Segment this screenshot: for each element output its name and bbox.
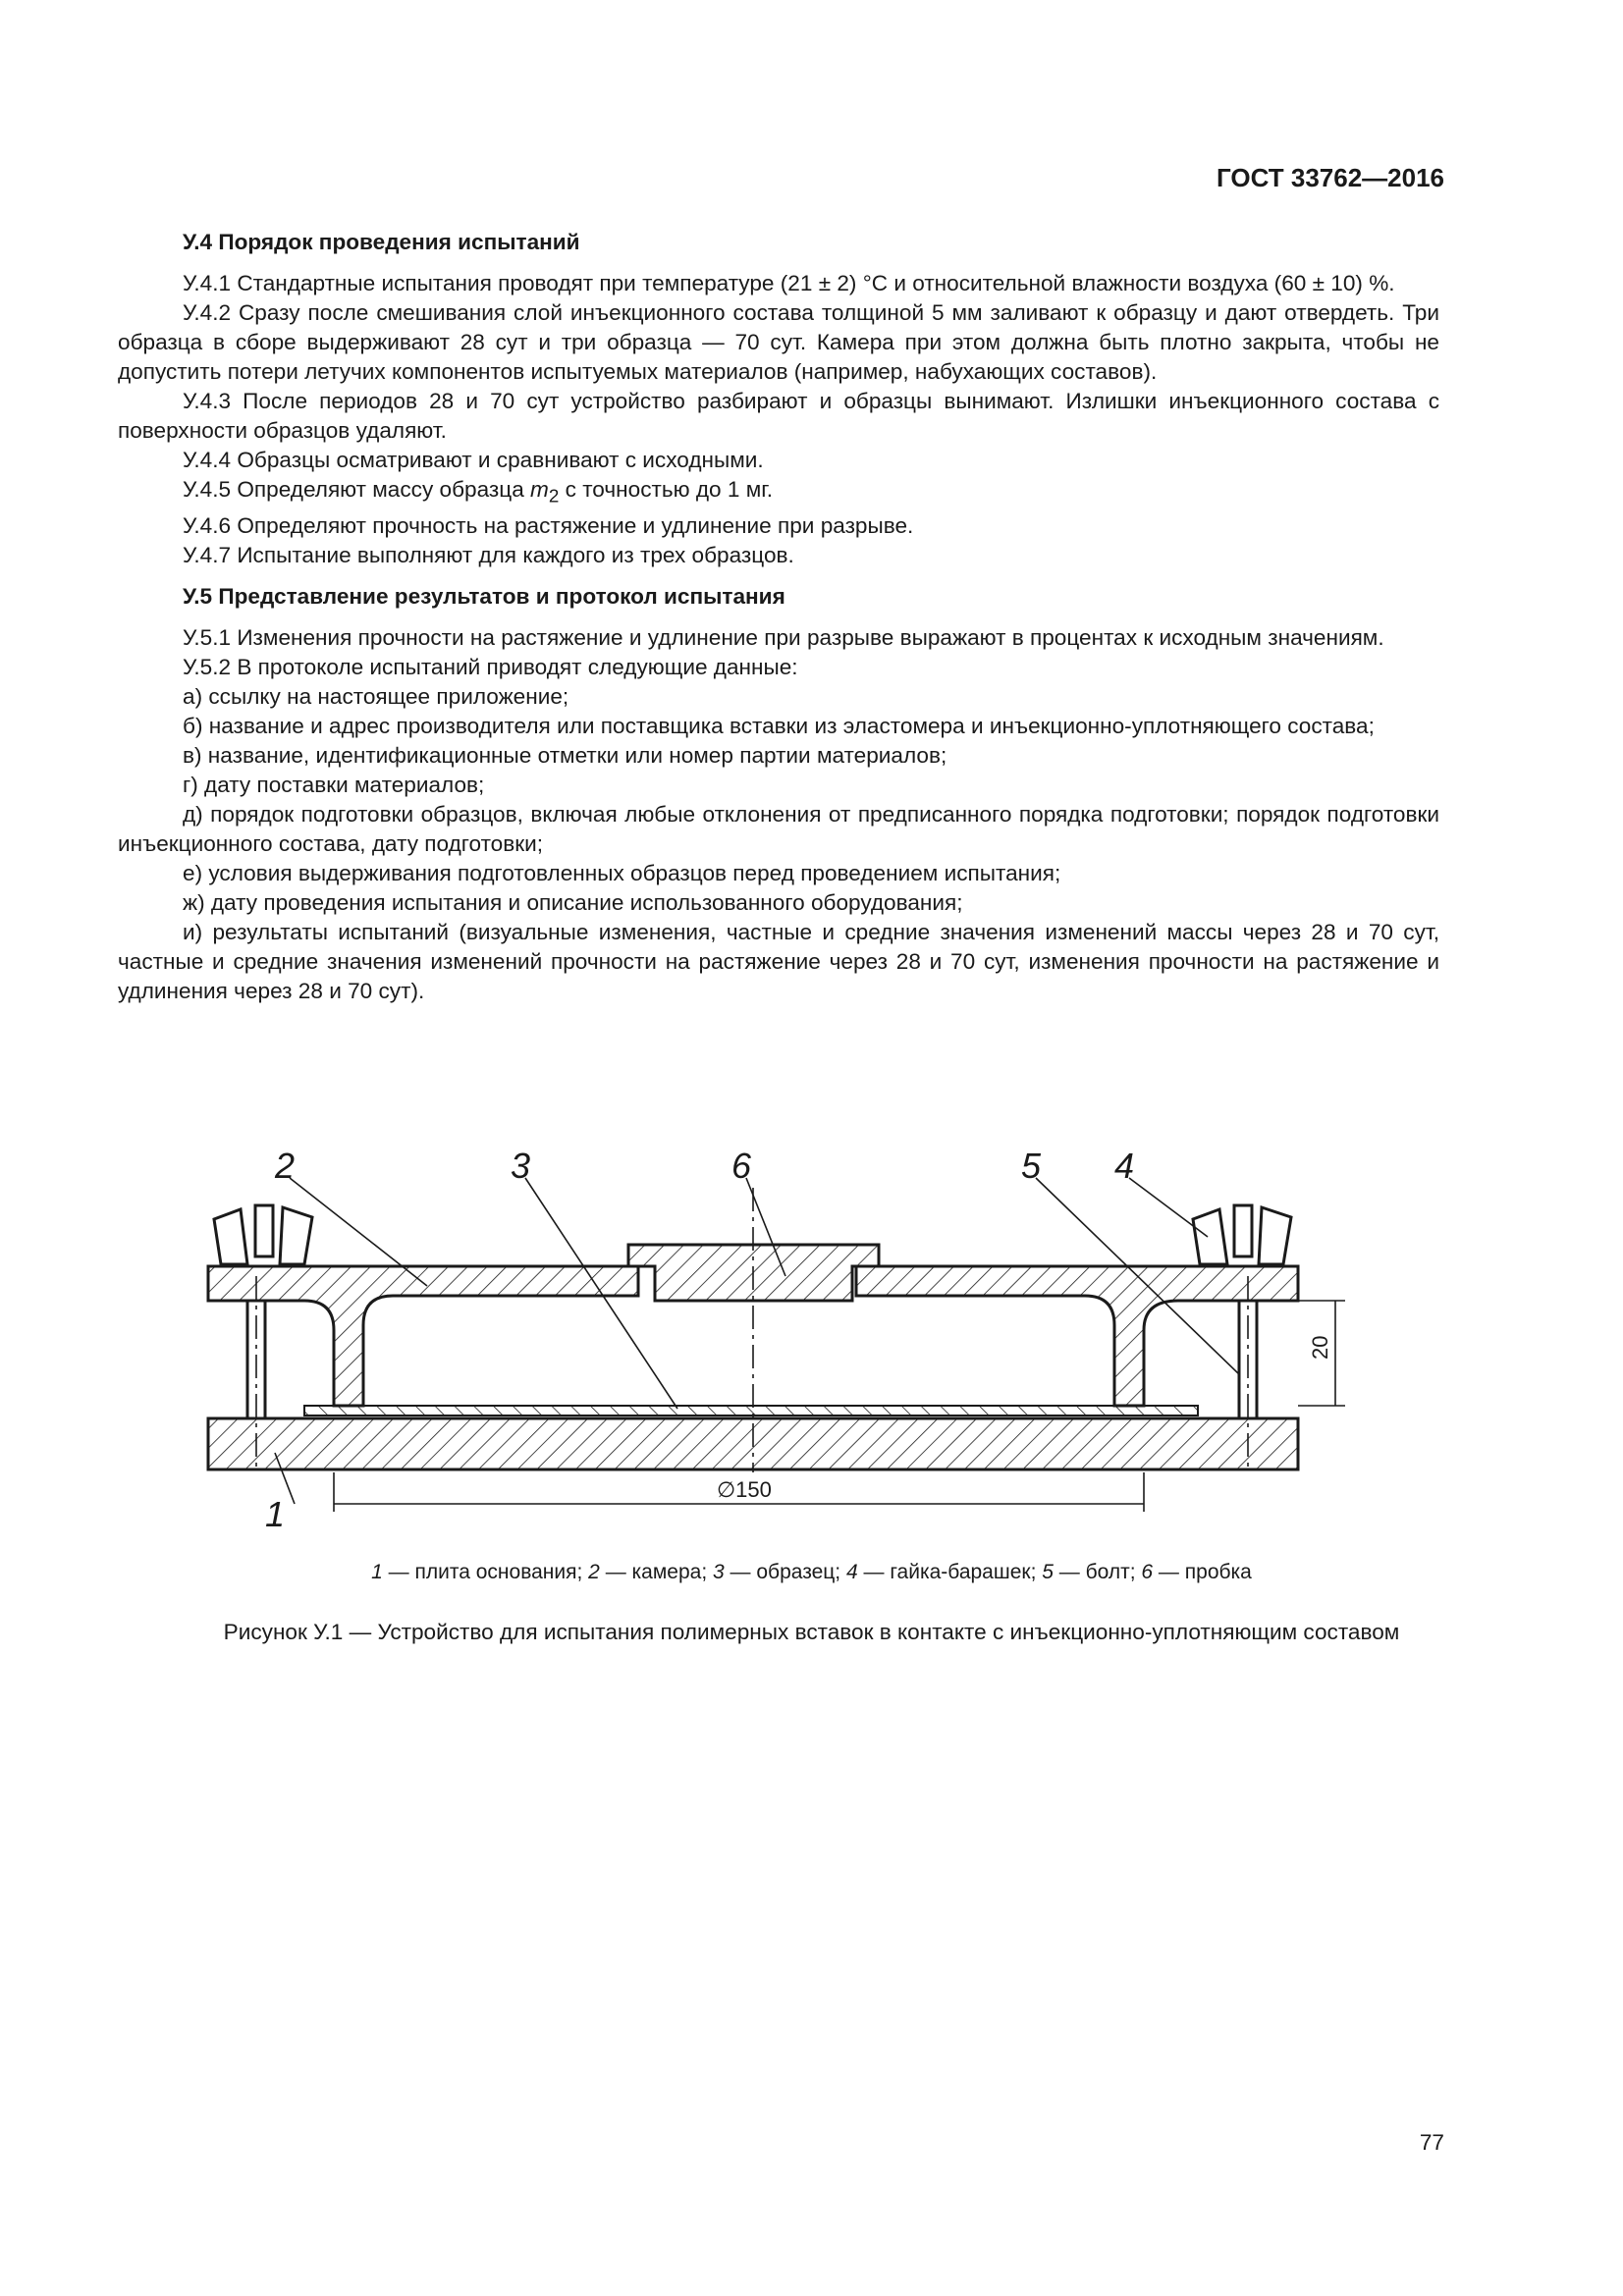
paragraph: и) результаты испытаний (визуальные изменения, частные и средние значения изменений массы через 28 и 70 сут, частные и средние значения изменений прочности на растяжение через 28 и 70 сут, изменения прочности на растяжение и удлинения через 28 и 70 сут). — [118, 919, 1439, 1003]
paragraph: е) условия выдерживания подготовленных образцов перед проведением испытания; — [183, 860, 1061, 885]
figure-caption: Рисунок У.1 — Устройство для испытания полимерных вставок в контакте с инъекционно-уплотняющим составом — [223, 1620, 1400, 1644]
page-header: ГОСТ 33762—2016 — [1217, 163, 1444, 192]
legend-number: 2 — [588, 1561, 600, 1583]
legend-number: 6 — [1141, 1561, 1154, 1583]
callout-4: 4 — [1114, 1146, 1135, 1186]
callout-1: 1 — [265, 1494, 286, 1534]
wing-nut-left — [214, 1205, 312, 1264]
legend-number: 4 — [845, 1561, 858, 1583]
section-heading: У.4 Порядок проведения испытаний — [183, 230, 580, 254]
paragraph: У.4.4 Образцы осматривают и сравнивают с исходными. — [183, 448, 764, 472]
paragraph: а) ссылку на настоящее приложение; — [183, 683, 569, 709]
diameter-label: ∅150 — [717, 1477, 772, 1502]
legend-text: — гайка-барашек; — [857, 1561, 1043, 1583]
paragraph: У.4.7 Испытание выполняют для каждого из трех образцов. — [183, 542, 794, 567]
legend-text: — плита основания; — [382, 1561, 589, 1583]
paragraph: У.5.2 В протоколе испытаний приводят следующие данные: — [183, 654, 798, 679]
paragraph: У.4.1 Стандартные испытания проводят при температуре (21 ± 2) °С и относительной влажности воздуха (60 ± 10) %. — [183, 271, 1395, 295]
paragraph: У.4.3 После периодов 28 и 70 сут устройство разбирают и образцы вынимают. Излишки инъекционного состава с поверхности образцов удаляют. — [118, 389, 1439, 443]
document-body — [118, 228, 1439, 1006]
section-heading: У.5 Представление результатов и протокол испытания — [183, 583, 785, 609]
sample-strip — [304, 1406, 1198, 1415]
paragraph — [118, 475, 1439, 511]
wing-nut-right — [1193, 1205, 1291, 1264]
page-number: 77 — [1419, 2130, 1444, 2155]
paragraph: У.5.1 Изменения прочности на растяжение и удлинение при разрыве выражают в процентах к исходным значениям. — [183, 624, 1384, 650]
paragraph-text: с точностью до 1 мг. — [559, 477, 773, 502]
legend-number: 1 — [371, 1561, 383, 1583]
callout-2: 2 — [275, 1146, 296, 1186]
height-label: 20 — [1308, 1335, 1332, 1360]
paragraph-text: У.4.5 Определяют массу образца — [183, 477, 531, 502]
variable-subscript: 2 — [548, 485, 560, 507]
figure-legend — [0, 1561, 1623, 1584]
callout-3: 3 — [511, 1146, 531, 1186]
device-drawing — [196, 1146, 1332, 1541]
paragraph: У.4.2 Сразу после смешивания слой инъекционного состава толщиной 5 мм заливают к образцу и дают отвердеть. Три образца в сборе выдерживают 28 сут и три образца — 70 сут. Камера при этом должна быть плотно закрыта, чтобы не допустить потери летучих компонентов испытуемых материалов (например, набухающих составов). — [118, 300, 1439, 384]
callout-5: 5 — [1021, 1146, 1042, 1186]
callout-6: 6 — [731, 1146, 752, 1186]
paragraph: У.4.6 Определяют прочность на растяжение и удлинение при разрыве. — [183, 512, 914, 538]
device-figure — [196, 1146, 1332, 1541]
legend-number: 3 — [713, 1561, 725, 1583]
legend-text: — образец; — [724, 1561, 846, 1583]
chamber-right — [856, 1266, 1298, 1406]
paragraph: б) название и адрес производителя или поставщика вставки из эластомера и инъекционно-уплотняющего состава; — [183, 713, 1375, 738]
legend-text: — пробка — [1153, 1561, 1252, 1583]
legend-number: 5 — [1042, 1561, 1054, 1583]
variable-m: m — [530, 477, 549, 502]
paragraph: д) порядок подготовки образцов, включая любые отклонения от предписанного порядка подготовки; порядок подготовки инъекционного состава, дату подготовки; — [118, 801, 1439, 856]
chamber-left — [208, 1266, 638, 1406]
legend-text: — камера; — [599, 1561, 714, 1583]
paragraph: в) название, идентификационные отметки или номер партии материалов; — [183, 742, 947, 768]
legend-text: — болт; — [1053, 1561, 1142, 1583]
paragraph: г) дату поставки материалов; — [183, 772, 485, 797]
paragraph: ж) дату проведения испытания и описание использованного оборудования; — [183, 889, 963, 915]
